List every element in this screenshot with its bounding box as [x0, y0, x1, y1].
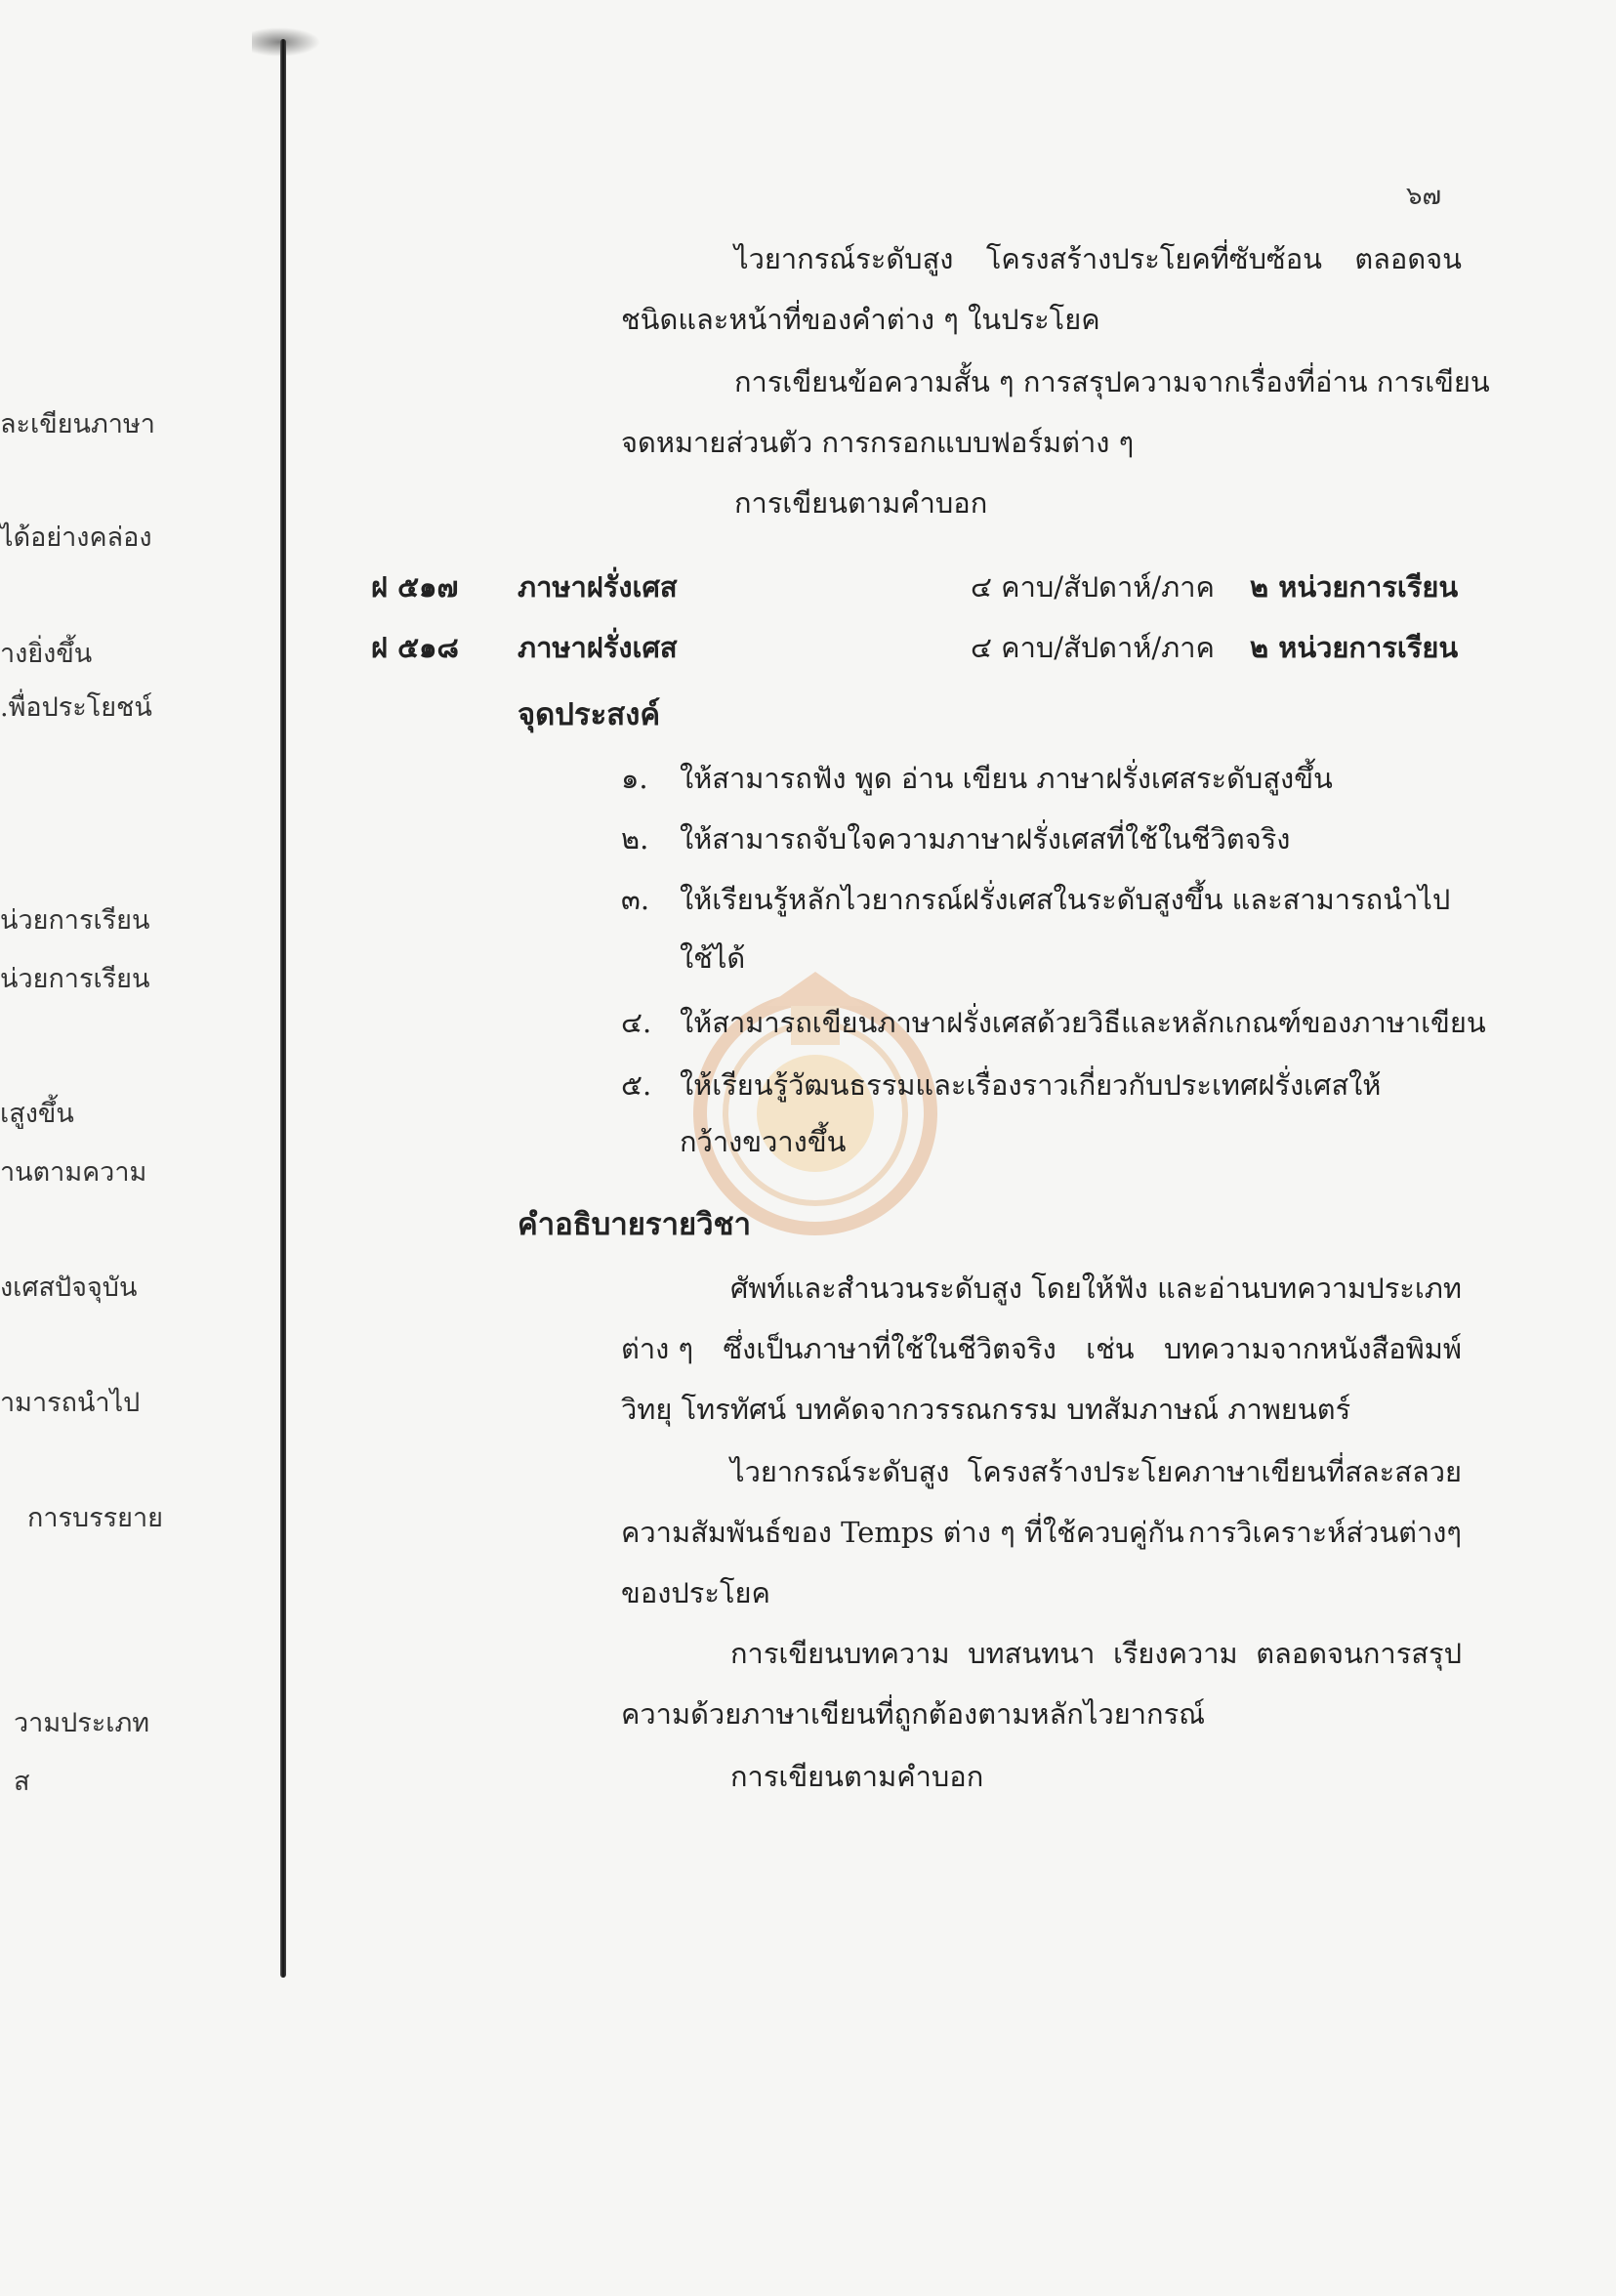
- course-name: ภาษาฝรั่งเศส: [518, 570, 678, 604]
- course-name: ภาษาฝรั่งเศส: [518, 631, 678, 664]
- margin-fragment: ส: [14, 1767, 30, 1797]
- book-spine: [280, 39, 286, 1978]
- margin-fragment: วามประเภท: [14, 1708, 150, 1738]
- margin-fragment: ได้อย่างคล่อง: [0, 522, 152, 553]
- description-line: ความสัมพันธ์ของ Temps ต่าง ๆ ที่ใช้ควบคู่กัน การวิเคราะห์ส่วนต่างๆ: [621, 1516, 1462, 1549]
- description-line: ของประโยค: [621, 1576, 770, 1609]
- objective-number: ๔.: [621, 1006, 652, 1039]
- margin-fragment: การบรรยาย: [27, 1503, 163, 1533]
- intro-line-1: ไวยากรณ์ระดับสูง โครงสร้างประโยคที่ซับซ้อน ตลอดจน: [734, 242, 1462, 275]
- course-code: ฝ ๕๑๘: [371, 631, 459, 664]
- intro-line-5: การเขียนตามคำบอก: [734, 486, 988, 520]
- description-line: ไวยากรณ์ระดับสูง โครงสร้างประโยคภาษาเขียนที่สละสลวย: [730, 1455, 1462, 1488]
- margin-fragment: านตามความ: [0, 1157, 147, 1188]
- course-hours: ๔ คาบ/สัปดาห์/ภาค: [971, 631, 1215, 664]
- course-credits: ๒ หน่วยการเรียน: [1250, 570, 1459, 604]
- page-number: ๖๗: [1406, 182, 1442, 211]
- binding-smudge: [252, 27, 320, 57]
- objective-number: ๑.: [621, 762, 648, 795]
- objective-number: ๒.: [621, 822, 649, 856]
- margin-fragment: ามารถนำไป: [0, 1388, 141, 1418]
- description-line: การเขียนบทความ บทสนทนา เรียงความ ตลอดจนการสรุป: [730, 1637, 1462, 1670]
- margin-fragment: .พื่อประโยชน์: [0, 692, 152, 723]
- description-line: การเขียนตามคำบอก: [730, 1760, 984, 1793]
- course-hours: ๔ คาบ/สัปดาห์/ภาค: [971, 570, 1215, 604]
- description-heading: คำอธิบายรายวิชา: [518, 1207, 752, 1242]
- description-line: ศัพท์และสำนวนระดับสูง โดยให้ฟัง และอ่านบทความประเภท: [730, 1272, 1462, 1305]
- margin-fragment: ละเขียนภาษา: [0, 409, 155, 439]
- objective-text: ให้สามารถฟัง พูด อ่าน เขียน ภาษาฝรั่งเศสระดับสูงขึ้น: [680, 762, 1333, 795]
- description-line: ความด้วยภาษาเขียนที่ถูกต้องตามหลักไวยากรณ์: [621, 1697, 1206, 1731]
- objective-text: ให้สามารถเขียนภาษาฝรั่งเศสด้วยวิธีและหลักเกณฑ์ของภาษาเขียน: [680, 1006, 1486, 1039]
- objectives-heading: จุดประสงค์: [518, 697, 661, 732]
- course-code: ฝ ๕๑๗: [371, 570, 459, 604]
- margin-fragment: น่วยการเรียน: [0, 905, 150, 936]
- margin-fragment: น่วยการเรียน: [0, 964, 150, 994]
- course-credits: ๒ หน่วยการเรียน: [1250, 631, 1459, 664]
- objective-text: ให้สามารถจับใจความภาษาฝรั่งเศสที่ใช้ในชีวิตจริง: [680, 822, 1291, 856]
- margin-fragment: เสูงขึ้น: [0, 1099, 74, 1129]
- margin-fragment: างยิ่งขึ้น: [0, 639, 93, 669]
- intro-line-2: ชนิดและหน้าที่ของคำต่าง ๆ ในประโยค: [621, 303, 1100, 336]
- objective-text: ให้เรียนรู้หลักไวยากรณ์ฝรั่งเศสในระดับสูงขึ้น และสามารถนำไป: [680, 883, 1451, 916]
- margin-fragment: งเศสปัจจุบัน: [0, 1273, 138, 1303]
- description-line: ต่าง ๆ ซึ่งเป็นภาษาที่ใช้ในชีวิตจริง เช่น บทความจากหนังสือพิมพ์: [621, 1332, 1462, 1365]
- objective-text-continued: ใช้ได้: [680, 941, 746, 975]
- objective-number: ๓.: [621, 883, 650, 916]
- description-line: วิทยุ โทรทัศน์ บทคัดจากวรรณกรรม บทสัมภาษณ์ ภาพยนตร์: [621, 1393, 1351, 1426]
- intro-line-4: จดหมายส่วนตัว การกรอกแบบฟอร์มต่าง ๆ: [621, 426, 1135, 459]
- intro-line-3: การเขียนข้อความสั้น ๆ การสรุปความจากเรื่องที่อ่าน การเขียน: [734, 365, 1490, 398]
- objective-text: ให้เรียนรู้วัฒนธรรมและเรื่องราวเกี่ยวกับประเทศฝรั่งเศสให้: [680, 1068, 1382, 1102]
- objective-number: ๕.: [621, 1068, 652, 1102]
- objective-text-continued: กว้างขวางขึ้น: [680, 1125, 847, 1158]
